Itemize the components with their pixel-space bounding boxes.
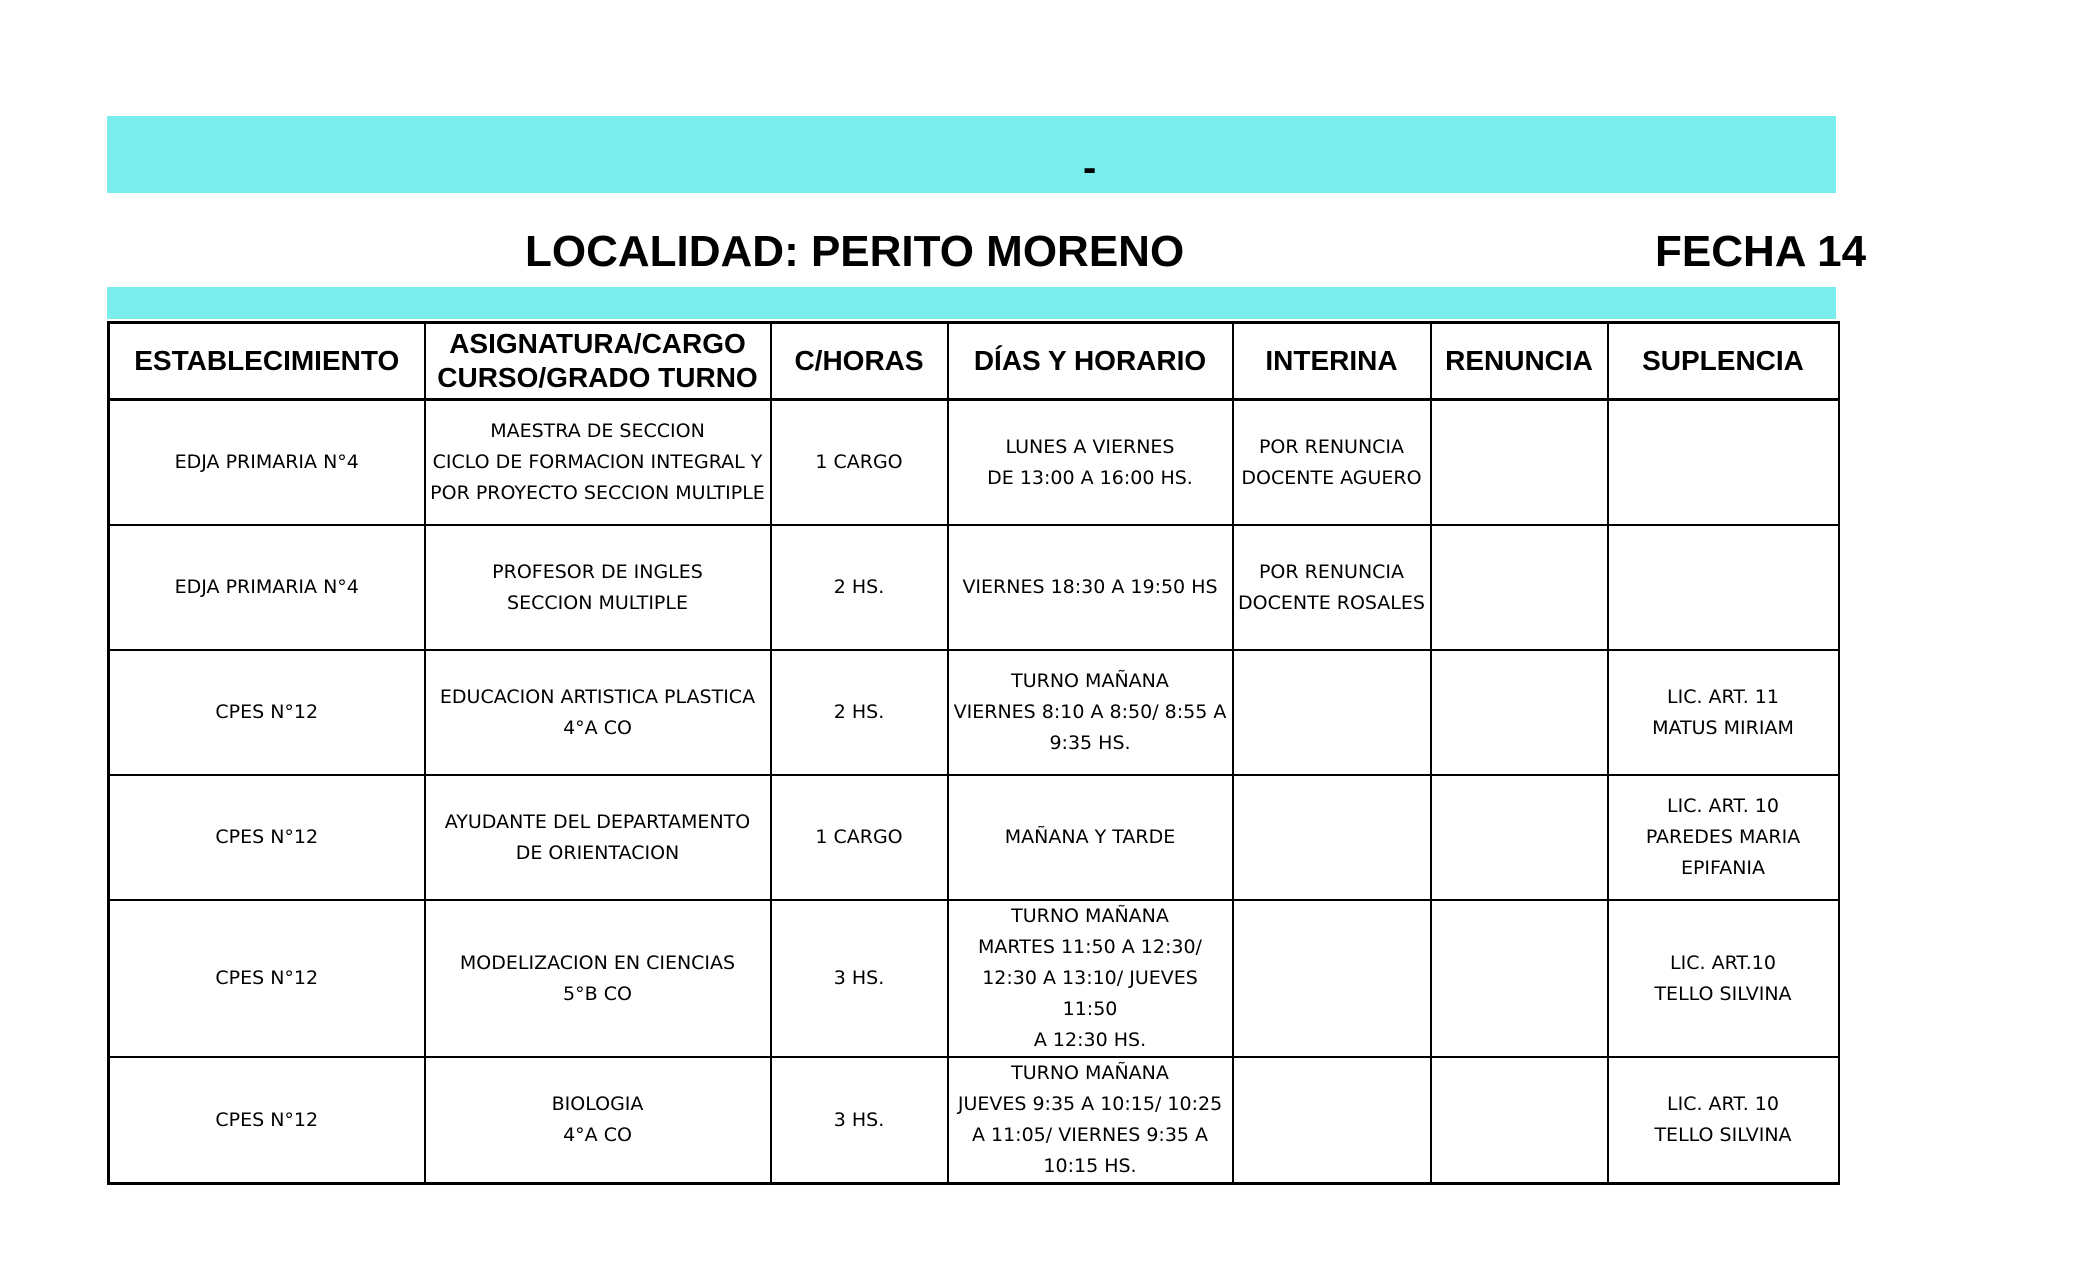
- cell-suplencia: [1608, 400, 1839, 526]
- cell-dias-horario: VIERNES 18:30 A 19:50 HS: [948, 525, 1233, 650]
- cell-renuncia: [1431, 900, 1608, 1057]
- cell-asignatura: MODELIZACION EN CIENCIAS 5°B CO: [425, 900, 771, 1057]
- cell-horas: 2 HS.: [771, 525, 948, 650]
- cell-asignatura: BIOLOGIA 4°A CO: [425, 1057, 771, 1184]
- column-header-interina: INTERINA: [1233, 323, 1431, 400]
- cell-establecimiento: EDJA PRIMARIA N°4: [109, 400, 425, 526]
- spreadsheet-page: [107, 116, 1867, 1177]
- title-row: [107, 212, 1867, 292]
- table-row: [109, 650, 1839, 775]
- column-header-dias-horario: DÍAS Y HORARIO: [948, 323, 1233, 400]
- header-band-bottom: [107, 287, 1836, 319]
- cell-interina: [1233, 775, 1431, 900]
- cell-horas: 3 HS.: [771, 1057, 948, 1184]
- cell-renuncia: [1431, 650, 1608, 775]
- table-row: [109, 525, 1839, 650]
- cell-interina: POR RENUNCIA DOCENTE AGUERO: [1233, 400, 1431, 526]
- column-header-asignatura: ASIGNATURA/CARGO CURSO/GRADO TURNO: [425, 323, 771, 400]
- column-header-renuncia: RENUNCIA: [1431, 323, 1608, 400]
- cell-renuncia: [1431, 525, 1608, 650]
- cell-dias-horario: MAÑANA Y TARDE: [948, 775, 1233, 900]
- cell-dias-horario: TURNO MAÑANA MARTES 11:50 A 12:30/ 12:30 A 13:10/ JUEVES 11:50 A 12:30 HS.: [948, 900, 1233, 1057]
- cell-dias-horario: TURNO MAÑANA JUEVES 9:35 A 10:15/ 10:25 A 11:05/ VIERNES 9:35 A 10:15 HS.: [948, 1057, 1233, 1184]
- cell-establecimiento: EDJA PRIMARIA N°4: [109, 525, 425, 650]
- cell-asignatura: EDUCACION ARTISTICA PLASTICA 4°A CO: [425, 650, 771, 775]
- cell-suplencia: LIC. ART. 10 PAREDES MARIA EPIFANIA: [1608, 775, 1839, 900]
- cell-interina: POR RENUNCIA DOCENTE ROSALES: [1233, 525, 1431, 650]
- cell-suplencia: [1608, 525, 1839, 650]
- cell-establecimiento: CPES N°12: [109, 900, 425, 1057]
- cell-suplencia: LIC. ART.10 TELLO SILVINA: [1608, 900, 1839, 1057]
- cell-horas: 1 CARGO: [771, 400, 948, 526]
- cell-renuncia: [1431, 400, 1608, 526]
- cell-asignatura: AYUDANTE DEL DEPARTAMENTO DE ORIENTACION: [425, 775, 771, 900]
- table-row: [109, 400, 1839, 526]
- cell-horas: 3 HS.: [771, 900, 948, 1057]
- cell-interina: [1233, 650, 1431, 775]
- cell-suplencia: LIC. ART. 10 TELLO SILVINA: [1608, 1057, 1839, 1184]
- fecha-label: FECHA 14: [1655, 227, 1867, 276]
- vacancies-table: [107, 321, 1840, 1185]
- localidad-title: LOCALIDAD: PERITO MORENO: [525, 227, 1185, 276]
- cell-interina: [1233, 1057, 1431, 1184]
- cell-asignatura: MAESTRA DE SECCION CICLO DE FORMACION INTEGRAL Y POR PROYECTO SECCION MULTIPLE: [425, 400, 771, 526]
- cell-horas: 2 HS.: [771, 650, 948, 775]
- cell-horas: 1 CARGO: [771, 775, 948, 900]
- cell-dias-horario: LUNES A VIERNES DE 13:00 A 16:00 HS.: [948, 400, 1233, 526]
- column-header-suplencia: SUPLENCIA: [1608, 323, 1839, 400]
- table-row: [109, 900, 1839, 1057]
- cell-establecimiento: CPES N°12: [109, 775, 425, 900]
- table-row: [109, 1057, 1839, 1184]
- column-header-horas: C/HORAS: [771, 323, 948, 400]
- header-dash: -: [1083, 146, 1097, 190]
- table-row: [109, 775, 1839, 900]
- table-header-row: [109, 323, 1839, 400]
- cell-renuncia: [1431, 1057, 1608, 1184]
- cell-dias-horario: TURNO MAÑANA VIERNES 8:10 A 8:50/ 8:55 A 9:35 HS.: [948, 650, 1233, 775]
- cell-establecimiento: CPES N°12: [109, 650, 425, 775]
- cell-renuncia: [1431, 775, 1608, 900]
- cell-asignatura: PROFESOR DE INGLES SECCION MULTIPLE: [425, 525, 771, 650]
- cell-establecimiento: CPES N°12: [109, 1057, 425, 1184]
- column-header-establecimiento: ESTABLECIMIENTO: [109, 323, 425, 400]
- header-band-top: [107, 116, 1836, 193]
- cell-suplencia: LIC. ART. 11 MATUS MIRIAM: [1608, 650, 1839, 775]
- cell-interina: [1233, 900, 1431, 1057]
